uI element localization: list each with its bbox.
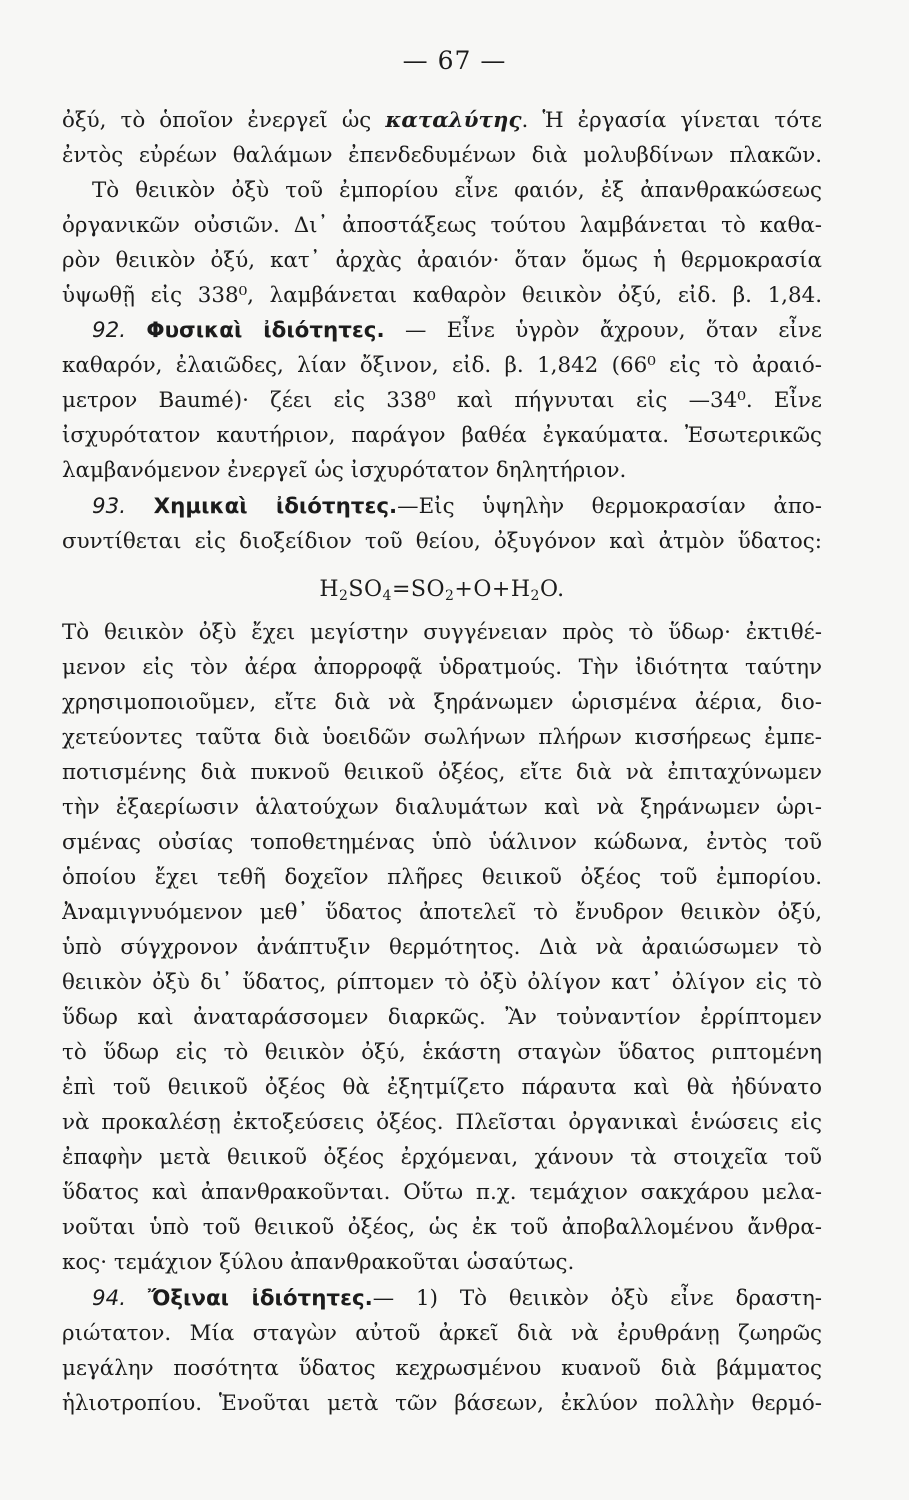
- text-line: λαμβανόμενον ἐνεργεῖ ὡς ἰσχυρότατον δηλητήριον.: [62, 458, 627, 484]
- text-line: ὑπὸ σύγχρονον ἀνάπτυξιν θερμότητος. Διὰ νὰ ἀραιώσωμεν τὸ: [62, 935, 822, 961]
- text-line: Τὸ θειικὸν ὀξὺ τοῦ ἐμπορίου εἶνε φαιόν, ἐξ ἀπανθρακώσεως: [92, 178, 822, 204]
- text-line: μεγάλην ποσότητα ὕδατος κεχρωσμένου κυανοῦ διὰ βάμματος: [62, 1355, 822, 1381]
- text-line: ἡλιοτροπίου. Ἑνοῦται μετὰ τῶν βάσεων, ἐκλύον πολλὴν θερμό-: [62, 1390, 822, 1416]
- text-line: ὀργανικῶν οὐσιῶν. Δι᾽ ἀποστάξεως τούτου λαμβάνεται τὸ καθα-: [62, 213, 822, 239]
- text-line: ὁποίου ἔχει τεθῆ δοχεῖον πλῆρες θειικοῦ ὀξέος τοῦ ἐμπορίου.: [62, 864, 822, 890]
- text-line: Τὸ θειικὸν ὀξὺ ἔχει μεγίστην συγγένειαν πρὸς τὸ ὕδωρ· ἐκτιθέ-: [62, 619, 822, 645]
- section-title: Χημικαὶ ἰδιότητες.: [153, 493, 398, 519]
- text-line: μενον εἰς τὸν ἀέρα ἀπορροφᾷ ὑδρατμούς. Τὴν ἰδιότητα ταύτην: [62, 654, 822, 680]
- section-heading-92: 92. Φυσικαὶ ἰδιότητες. — Εἶνε ὑγρὸν ἄχρουν, ὅταν εἶνε: [92, 318, 822, 344]
- text-line: Ἀναμιγνυόμενον μεθ᾽ ὕδατος ἀποτελεῖ τὸ ἔνυδρον θειικὸν ὀξύ,: [62, 899, 822, 925]
- text-line: νὰ προκαλέσῃ ἐκτοξεύσεις ὀξέος. Πλεῖσται ὀργανικαὶ ἑνώσεις εἰς: [62, 1110, 822, 1136]
- text-line: καθαρόν, ἐλαιῶδες, λίαν ὄξινον, εἰδ. β. 1,842 (66⁰ εἰς τὸ ἀραιό-: [62, 353, 822, 379]
- text-line: χρησιμοποιοῦμεν, εἴτε διὰ νὰ ξηράνωμεν ὡρισμένα ἀέρια, διο-: [62, 689, 822, 715]
- text-line: ἰσχυρότατον καυτήριον, παράγον βαθέα ἐγκαύματα. Ἐσωτερικῶς: [62, 423, 822, 449]
- text-line: ἐπαφὴν μετὰ θειικοῦ ὀξέος ἐρχόμεναι, χάνουν τὰ στοιχεῖα τοῦ: [62, 1145, 822, 1171]
- emphasized-term: καταλύτης: [385, 108, 522, 133]
- text-line: ἐντὸς εὐρέων θαλάμων ἐπενδεδυμένων διὰ μολυβδίνων πλακῶν.: [62, 143, 822, 169]
- chemical-equation: $H_2SO_4=SO_2+O+H_2O$.: [319, 576, 565, 604]
- text-line: ριώτατον. Μία σταγὼν αὐτοῦ ἀρκεῖ διὰ νὰ ἐρυθράνῃ ζωηρῶς: [62, 1320, 822, 1346]
- text-line: τὸ ὕδωρ εἰς τὸ θειικὸν ὀξύ, ἑκάστη σταγὼν ὕδατος ριπτομένη: [62, 1040, 822, 1066]
- text-line: ποτισμένης διὰ πυκνοῦ θειικοῦ ὀξέος, εἴτε διὰ νὰ ἐπιταχύνωμεν: [62, 759, 822, 785]
- page-number: — 67 —: [402, 46, 507, 75]
- text-line: ὀξύ, τὸ ὁποῖον ἐνεργεῖ ὡς καταλύτης. Ἡ ἐργασία γίνεται τότε: [62, 108, 822, 133]
- text-line: ὑψωθῇ εἰς 338⁰, λαμβάνεται καθαρὸν θειικὸν ὀξύ, εἰδ. β. 1,84.: [62, 283, 822, 309]
- text-body: [62, 103, 822, 1421]
- section-number: 92.: [92, 318, 127, 344]
- text-line: θειικὸν ὀξὺ δι᾽ ὕδατος, ρίπτομεν τὸ ὀξὺ ὀλίγον κατ᾽ ὀλίγον εἰς τὸ: [62, 970, 822, 996]
- text-line: τὴν ἐξαερίωσιν ἁλατούχων διαλυμάτων καὶ νὰ ξηράνωμεν ὡρι-: [62, 794, 822, 820]
- text-line: μετρον Baumé)· ζέει εἰς 338⁰ καὶ πήγνυται εἰς —34⁰. Εἶνε: [62, 388, 822, 414]
- text-line: συντίθεται εἰς διοξείδιον τοῦ θείου, ὀξυγόνον καὶ ἀτμὸν ὕδατος:: [62, 528, 822, 554]
- text-line: νοῦται ὑπὸ τοῦ θειικοῦ ὀξέος, ὡς ἐκ τοῦ ἀποβαλλομένου ἄνθρα-: [62, 1215, 822, 1241]
- text-line: κος· τεμάχιον ξύλου ἀπανθρακοῦται ὡσαύτως.: [62, 1250, 575, 1276]
- section-heading-93: 93. Χημικαὶ ἰδιότητες.—Εἰς ὑψηλὴν θερμοκρασίαν ἀπο-: [92, 493, 822, 519]
- text-line: ὕδωρ καὶ ἀναταράσσομεν διαρκῶς. Ἂν τοὐναντίον ἐρρίπτομεν: [62, 1005, 822, 1031]
- section-title: Φυσικαὶ ἰδιότητες.: [146, 318, 385, 344]
- section-heading-94: 94. Ὄξιναι ἰδιότητες.— 1) Τὸ θειικὸν ὀξὺ εἶνε δραστη-: [92, 1285, 822, 1311]
- text-line: σμένας οὐσίας τοποθετημένας ὑπὸ ὑάλινον κώδωνα, ἐντὸς τοῦ: [62, 829, 822, 855]
- text-line: ρὸν θειικὸν ὀξύ, κατ᾽ ἀρχὰς ἀραιόν· ὅταν ὅμως ἡ θερμοκρασία: [62, 248, 822, 274]
- section-number: 93.: [92, 493, 127, 519]
- text-line: ὕδατος καὶ ἀπανθρακοῦνται. Οὕτω π.χ. τεμάχιον σακχάρου μελα-: [62, 1180, 822, 1206]
- text-line: ἐπὶ τοῦ θειικοῦ ὀξέος θὰ ἐξητμίζετο πάραυτα καὶ θὰ ἠδύνατο: [62, 1075, 822, 1101]
- section-number: 94.: [92, 1285, 127, 1311]
- text-line: χετεύοντες ταῦτα διὰ ὑοειδῶν σωλήνων πλήρων κισσήρεως ἐμπε-: [62, 724, 822, 750]
- section-title: Ὄξιναι ἰδιότητες.: [147, 1285, 373, 1311]
